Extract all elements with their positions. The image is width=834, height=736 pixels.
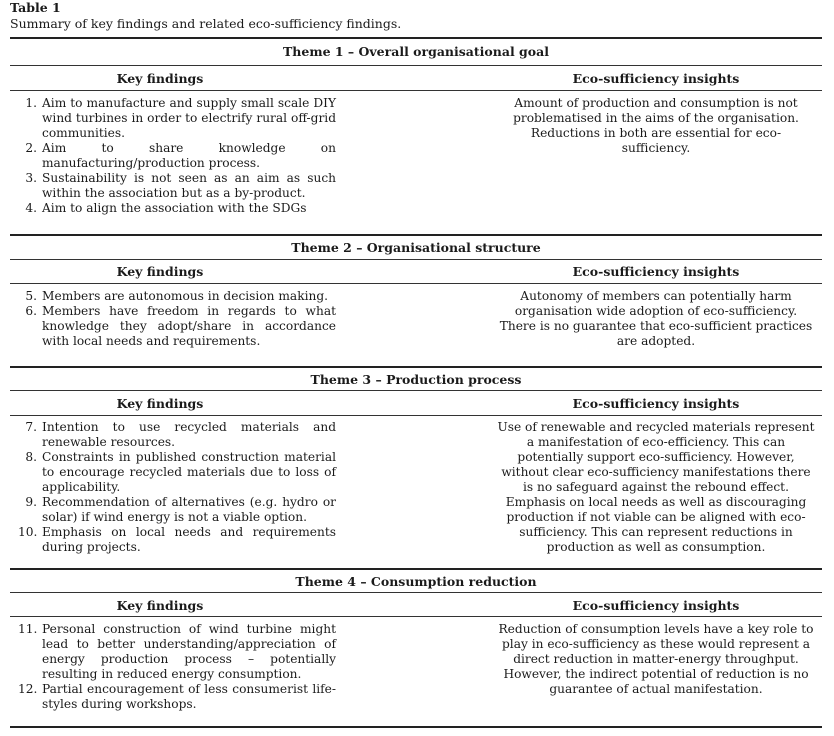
divider — [10, 283, 822, 284]
theme-4-insight: Reduction of consumption levels have a key role to play in eco-sufficiency as these would represent a direct reduction in matter-energy throughput. However, the indirect potential of reduction is no guarantee of actual manifestation. — [498, 622, 814, 696]
theme-1-title: Theme 1 – Overall organisational goal — [283, 44, 549, 59]
theme-1-insight: Amount of production and consumption is not problematised in the aims of the organisation. Reductions in both are essential for eco-sufficiency. — [513, 96, 799, 155]
list-item: 1. Aim to manufacture and supply small scale DIY wind turbines in order to electrify rural off-grid communities. — [25, 96, 336, 140]
theme-1-findings-list — [18, 96, 336, 216]
table-bottom-rule — [10, 726, 822, 728]
table-caption: Summary of key findings and related eco-sufficiency findings. — [10, 16, 402, 31]
key-findings-header: Key findings — [116, 396, 204, 411]
table-label: Table 1 — [10, 0, 61, 15]
key-findings-header: Key findings — [116, 264, 204, 279]
list-item: 6. Members have freedom in regards to what knowledge they adopt/share in accordance with local needs and requirements. — [25, 304, 336, 348]
theme-3-findings-list — [18, 420, 336, 555]
divider — [10, 65, 822, 66]
divider — [10, 592, 822, 593]
list-item: 10. Emphasis on local needs and requirements during projects. — [18, 525, 336, 554]
divider — [10, 616, 822, 617]
theme-2-findings-list — [18, 289, 336, 349]
key-findings-header: Key findings — [116, 71, 204, 86]
list-item: 2. Aim to share knowledge on manufacturing/production process. — [25, 141, 336, 170]
list-item: 11. Personal construction of wind turbine might lead to better understanding/appreciation of energy production process – potentially resulting in reduced energy consumption. — [18, 622, 336, 681]
theme-separator — [10, 568, 822, 570]
theme-4-findings-list — [18, 622, 336, 712]
eco-sufficiency-header: Eco-sufficiency insights — [572, 71, 740, 86]
theme-2-insight: Autonomy of members can potentially harm organisation wide adoption of eco-sufficiency. There is no guarantee that eco-sufficient practices are adopted. — [499, 289, 813, 348]
list-item: 8. Constraints in published construction material to encourage recycled materials due to loss of applicability. — [25, 450, 336, 494]
list-item: 12. Partial encouragement of less consumerist life-styles during workshops. — [18, 682, 336, 711]
list-item: 5. Members are autonomous in decision making. — [25, 289, 329, 303]
divider — [10, 390, 822, 391]
eco-sufficiency-header: Eco-sufficiency insights — [572, 264, 740, 279]
theme-3-insight: Use of renewable and recycled materials represent a manifestation of eco-efficiency. This can potentially support eco-sufficiency. However, without clear eco-sufficiency manifestations there is no safeguard against the rebound effect. Emphasis on local needs as well as discouraging production if not viable can be aligned with eco-sufficiency. This can represent reductions in production as well as consumption. — [497, 420, 815, 554]
eco-sufficiency-header: Eco-sufficiency insights — [572, 396, 740, 411]
list-item: 4. Aim to align the association with the SDGs — [25, 201, 307, 215]
eco-sufficiency-header: Eco-sufficiency insights — [572, 598, 740, 613]
key-findings-header: Key findings — [116, 598, 204, 613]
list-item: 9. Recommendation of alternatives (e.g. hydro or solar) if wind energy is not a viable option. — [25, 495, 336, 524]
theme-separator — [10, 366, 822, 368]
theme-2-title: Theme 2 – Organisational structure — [291, 240, 541, 255]
theme-4-title: Theme 4 – Consumption reduction — [295, 574, 537, 589]
divider — [10, 415, 822, 416]
divider — [10, 259, 822, 260]
list-item: 3. Sustainability is not seen as an aim as such within the association but as a by-product. — [25, 171, 336, 200]
table-top-rule — [10, 37, 822, 39]
divider — [10, 90, 822, 91]
list-item: 7. Intention to use recycled materials and renewable resources. — [25, 420, 336, 449]
theme-separator — [10, 234, 822, 236]
theme-3-title: Theme 3 – Production process — [310, 372, 522, 387]
